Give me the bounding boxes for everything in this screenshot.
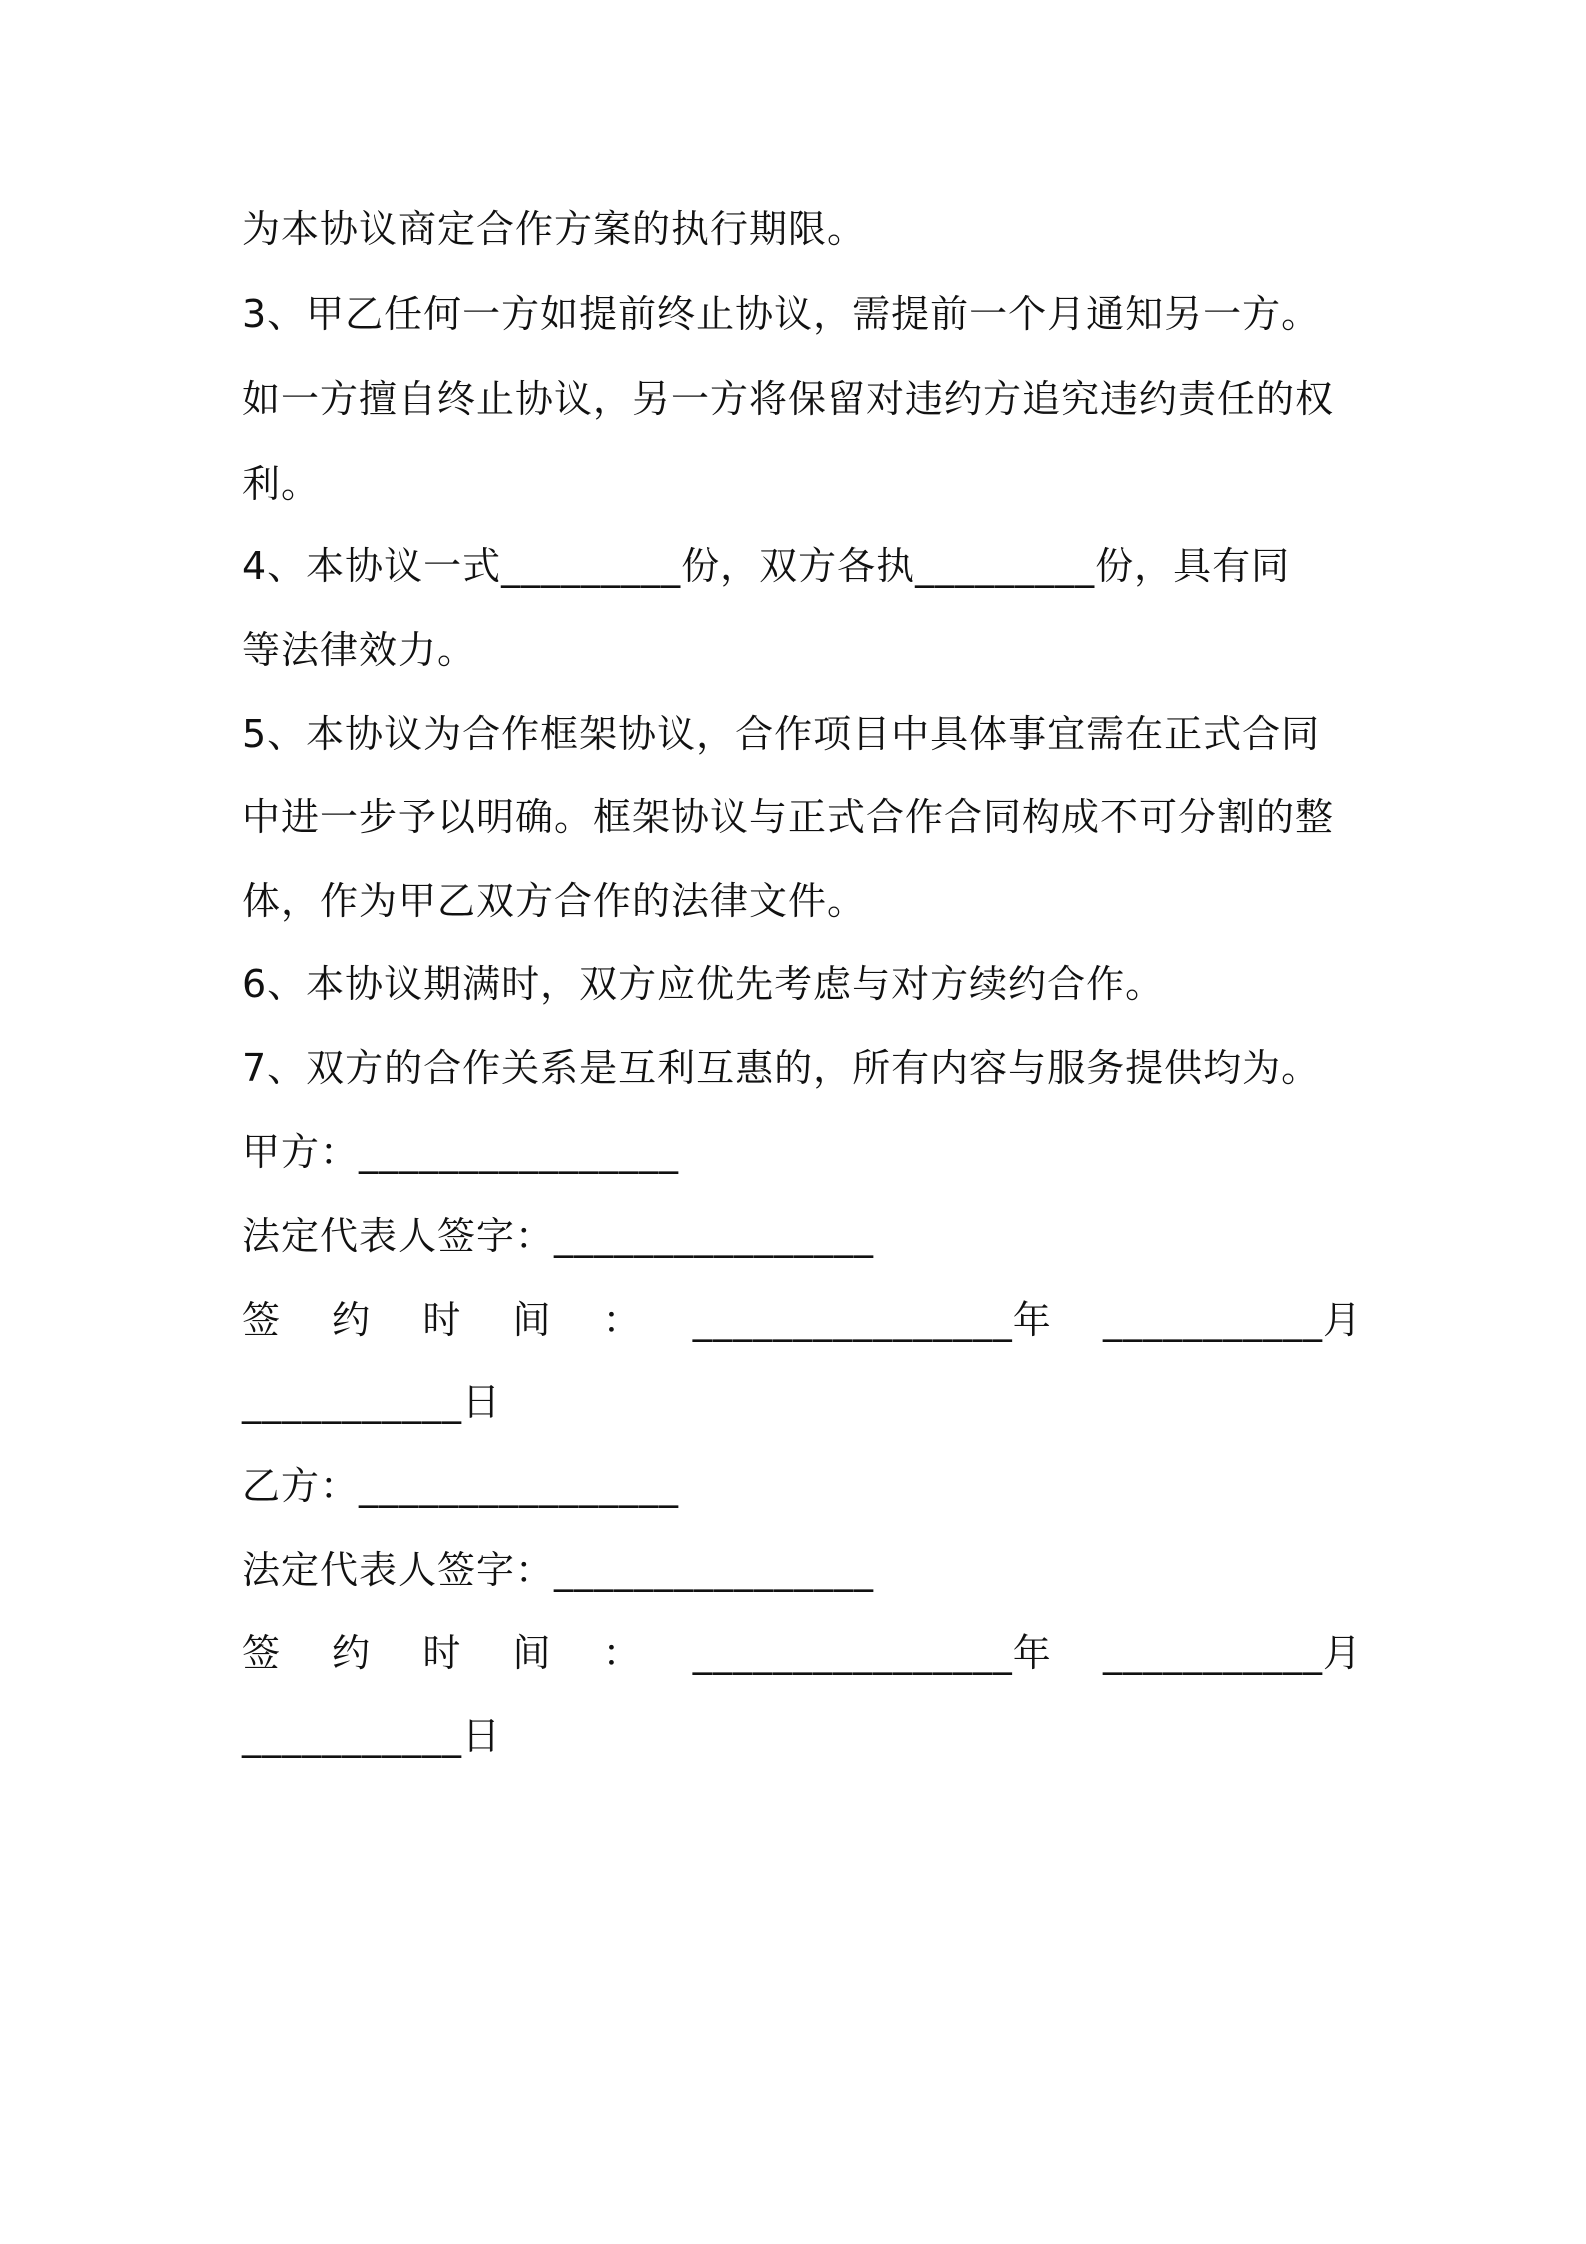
paragraph-line: 为本协议商定合作方案的执行期限。 bbox=[242, 207, 867, 251]
clause-3-line-3: 利。 bbox=[242, 462, 321, 506]
sign-date-char: 约 bbox=[332, 1298, 372, 1342]
clause-3-line-1: 3、甲乙任何一方如提前终止协议，需提前一个月通知另一方。 bbox=[242, 292, 1321, 336]
sign-date-colon: ： bbox=[602, 1298, 642, 1342]
party-b-sign-date-row bbox=[242, 1629, 1362, 1677]
party-a-line: 甲方：________________ bbox=[242, 1130, 680, 1174]
sign-date-char: 时 bbox=[422, 1631, 462, 1675]
clause-4-line-2: 等法律效力。 bbox=[242, 628, 477, 672]
sign-date-char: 签 bbox=[242, 1298, 282, 1342]
clause-3-line-2: 如一方擅自终止协议，另一方将保留对违约方追究违约责任的权 bbox=[242, 377, 1335, 421]
clause-7-line: 7、双方的合作关系是互利互惠的，所有内容与服务提供均为。 bbox=[242, 1046, 1321, 1090]
sign-date-year-blank: ________________年 bbox=[692, 1631, 1052, 1675]
party-a-representative-line: 法定代表人签字：________________ bbox=[242, 1214, 875, 1258]
party-b-representative-line: 法定代表人签字：________________ bbox=[242, 1548, 875, 1592]
sign-date-char: 时 bbox=[422, 1298, 462, 1342]
clause-6-line: 6、本协议期满时，双方应优先考虑与对方续约合作。 bbox=[242, 962, 1165, 1006]
sign-date-char: 间 bbox=[512, 1298, 552, 1342]
party-b-line: 乙方：________________ bbox=[242, 1464, 680, 1508]
clause-5-line-3: 体，作为甲乙双方合作的法律文件。 bbox=[242, 879, 867, 923]
clause-4-line-1: 4、本协议一式_________份，双方各执_________份，具有同 bbox=[242, 544, 1291, 588]
sign-date-char: 约 bbox=[332, 1631, 372, 1675]
sign-date-colon: ： bbox=[602, 1631, 642, 1675]
sign-date-month-blank: ___________月 bbox=[1102, 1298, 1362, 1342]
sign-date-year-blank: ________________年 bbox=[692, 1298, 1052, 1342]
sign-date-char: 签 bbox=[242, 1631, 282, 1675]
party-a-sign-day-line: ___________日 bbox=[242, 1380, 502, 1424]
party-b-sign-day-line: ___________日 bbox=[242, 1714, 502, 1758]
clause-5-line-2: 中进一步予以明确。框架协议与正式合作合同构成不可分割的整 bbox=[242, 795, 1335, 839]
party-a-sign-date-row bbox=[242, 1296, 1362, 1344]
sign-date-char: 间 bbox=[512, 1631, 552, 1675]
sign-date-month-blank: ___________月 bbox=[1102, 1631, 1362, 1675]
clause-5-line-1: 5、本协议为合作框架协议，合作项目中具体事宜需在正式合同 bbox=[242, 712, 1321, 756]
